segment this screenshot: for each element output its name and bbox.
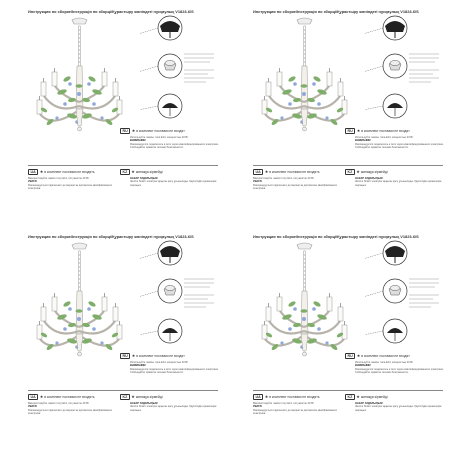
cert-kz-note: жинаққа кірмейді xyxy=(135,170,163,174)
kz-warning-text: Желіге білікті электрик арқылы қосу ұсынылады. Қауіпсіздік ережелерін сақтаңыз. xyxy=(355,180,442,187)
ru-info-block xyxy=(130,136,220,149)
wiring-notes xyxy=(184,279,214,307)
ua-lamp-text: Використовуйте лампи типу E14, потужністю 40 Вт xyxy=(253,402,315,405)
cert-ru-note: в комплект поставки не входят xyxy=(136,129,185,133)
star-icon: ★ xyxy=(131,353,136,358)
kz-warning-text: Желіге білікті электрик арқылы қосу ұсынылады. Қауіпсіздік ережелерін сақтаңыз. xyxy=(130,405,217,412)
cert-row-ua xyxy=(28,394,95,400)
chandelier-illustration xyxy=(247,14,362,164)
star-icon: ★ xyxy=(39,169,44,174)
divider xyxy=(28,390,218,391)
finial-ball xyxy=(78,352,82,356)
kz-badge: KZ xyxy=(345,394,355,400)
detail-bubble-1 xyxy=(365,241,407,265)
ua-info-block xyxy=(253,177,339,190)
star-icon: ★ xyxy=(131,394,135,399)
kz-info-block xyxy=(130,402,220,412)
ua-badge: UA xyxy=(28,169,38,175)
detail-bubble-2 xyxy=(365,279,407,303)
ua-warning-heading: УВАГА! xyxy=(28,405,38,409)
ru-lamp-text: Используйте лампы типа E14, мощностью 40 Вт xyxy=(130,136,189,139)
detail-bubble-3 xyxy=(140,94,182,118)
kz-warning-heading: НАЗАР АУДАРЫҢЫЗ! xyxy=(355,177,383,180)
chandelier-illustration xyxy=(247,239,362,389)
detail-bubble-2 xyxy=(140,279,182,303)
cert-row-ua xyxy=(253,394,320,400)
divider xyxy=(28,165,218,166)
divider xyxy=(253,165,443,166)
star-icon: ★ xyxy=(264,169,269,174)
chain xyxy=(303,26,305,66)
cert-ua-note: в комплект поставки не входять xyxy=(44,170,95,174)
cert-ru-note: в комплект поставки не входят xyxy=(361,129,410,133)
cert-row-ru xyxy=(345,128,410,134)
ru-warning-heading: ВНИМАНИЕ! xyxy=(355,139,371,143)
chain xyxy=(78,251,80,291)
detail-bubble-1 xyxy=(140,16,182,40)
instruction-sheet-4 xyxy=(225,225,450,450)
instruction-sheet-1 xyxy=(0,0,225,225)
cert-kz-note: жинаққа кірмейді xyxy=(360,170,388,174)
cert-row-ru xyxy=(345,353,410,359)
cert-ru-note: в комплект поставки не входят xyxy=(361,354,410,358)
kz-warning-text: Желіге білікті электрик арқылы қосу ұсынылады. Қауіпсіздік ережелерін сақтаңыз. xyxy=(355,405,442,412)
star-icon: ★ xyxy=(356,169,360,174)
kz-badge: KZ xyxy=(120,394,130,400)
ru-lamp-text: Используйте лампы типа E14, мощностью 40 Вт xyxy=(355,361,414,364)
star-icon: ★ xyxy=(131,169,135,174)
ru-warning-heading: ВНИМАНИЕ! xyxy=(130,139,146,143)
kz-info-block xyxy=(355,177,445,187)
finial-ball xyxy=(303,127,307,131)
chain xyxy=(303,251,305,291)
star-icon: ★ xyxy=(356,353,361,358)
chandelier-illustration xyxy=(22,239,137,389)
ceiling-canopy xyxy=(297,243,312,249)
ru-warning-heading: ВНИМАНИЕ! xyxy=(130,364,146,368)
detail-bubble-3 xyxy=(365,94,407,118)
ru-info-block xyxy=(130,361,220,374)
kz-badge: KZ xyxy=(120,169,130,175)
kz-badge: KZ xyxy=(345,169,355,175)
ua-lamp-text: Використовуйте лампи типу E14, потужністю 40 Вт xyxy=(28,402,90,405)
chain xyxy=(78,26,80,66)
kz-warning-heading: НАЗАР АУДАРЫҢЫЗ! xyxy=(130,402,158,405)
cert-kz-note: жинаққа кірмейді xyxy=(360,395,388,399)
ru-badge: RU xyxy=(345,353,355,359)
kz-warning-text: Желіге білікті электрик арқылы қосу ұсынылады. Қауіпсіздік ережелерін сақтаңыз. xyxy=(130,180,217,187)
ru-info-block xyxy=(355,361,445,374)
kz-warning-heading: НАЗАР АУДАРЫҢЫЗ! xyxy=(355,402,383,405)
cert-ua-note: в комплект поставки не входять xyxy=(269,170,320,174)
cert-ru-note: в комплект поставки не входят xyxy=(136,354,185,358)
ua-warning-text: Рекомендується підключати до мережі за допомогою кваліфікованого електрика. xyxy=(28,408,113,415)
model-number: V1823-6/S xyxy=(400,234,419,239)
ceiling-canopy xyxy=(72,243,87,249)
instruction-sheet-3 xyxy=(0,225,225,450)
cert-row-kz xyxy=(120,169,163,175)
ru-lamp-text: Используйте лампы типа E14, мощностью 40 Вт xyxy=(130,361,189,364)
cert-row-ua xyxy=(253,169,320,175)
ua-warning-heading: УВАГА! xyxy=(253,405,263,409)
ua-lamp-text: Використовуйте лампи типу E14, потужністю 40 Вт xyxy=(28,177,90,180)
star-icon: ★ xyxy=(356,394,360,399)
cert-row-ru xyxy=(120,353,185,359)
sheet-title-text: Инструкция по сборке/Інструкція по зборці/Құрастыру жөніндегі нұсқаулық xyxy=(28,9,175,14)
detail-bubble-2 xyxy=(365,54,407,78)
model-number: V1823-6/S xyxy=(175,234,194,239)
model-number: V1823-6/S xyxy=(175,9,194,14)
ru-badge: RU xyxy=(345,128,355,134)
wiring-notes xyxy=(184,54,214,82)
star-icon: ★ xyxy=(356,128,361,133)
instruction-sheet-2 xyxy=(225,0,450,225)
ua-info-block xyxy=(253,402,339,415)
cert-row-kz xyxy=(345,169,388,175)
ru-warning-text: Рекомендуется подключать к сети через квалифицированного электрика. Соблюдайте правила техники безопасности. xyxy=(130,142,219,149)
sheet-title-text: Инструкция по сборке/Інструкція по зборці/Құрастыру жөніндегі нұсқаулық xyxy=(28,234,175,239)
divider xyxy=(253,390,443,391)
cert-row-ru xyxy=(120,128,185,134)
ua-badge: UA xyxy=(253,169,263,175)
detail-bubble-2 xyxy=(140,54,182,78)
detail-bubble-3 xyxy=(140,319,182,343)
ru-warning-text: Рекомендуется подключать к сети через квалифицированного электрика. Соблюдайте правила техники безопасности. xyxy=(130,367,219,374)
chandelier-illustration xyxy=(22,14,137,164)
star-icon: ★ xyxy=(264,394,269,399)
finial-ball xyxy=(303,352,307,356)
ua-info-block xyxy=(28,402,114,415)
ru-warning-heading: ВНИМАНИЕ! xyxy=(355,364,371,368)
cert-kz-note: жинаққа кірмейді xyxy=(135,395,163,399)
star-icon: ★ xyxy=(131,128,136,133)
cert-ua-note: в комплект поставки не входять xyxy=(44,395,95,399)
ru-lamp-text: Используйте лампы типа E14, мощностью 40 Вт xyxy=(355,136,414,139)
ru-warning-text: Рекомендуется подключать к сети через квалифицированного электрика. Соблюдайте правила техники безопасности. xyxy=(355,142,444,149)
detail-bubble-1 xyxy=(140,241,182,265)
cert-row-kz xyxy=(120,394,163,400)
ua-warning-text: Рекомендується підключати до мережі за допомогою кваліфікованого електрика. xyxy=(253,408,338,415)
star-icon: ★ xyxy=(39,394,44,399)
finial-ball xyxy=(78,127,82,131)
kz-info-block xyxy=(355,402,445,412)
cert-row-kz xyxy=(345,394,388,400)
ru-badge: RU xyxy=(120,128,130,134)
ua-info-block xyxy=(28,177,114,190)
kz-warning-heading: НАЗАР АУДАРЫҢЫЗ! xyxy=(130,177,158,180)
ua-lamp-text: Використовуйте лампи типу E14, потужністю 40 Вт xyxy=(253,177,315,180)
wiring-notes xyxy=(409,54,439,82)
ru-warning-text: Рекомендуется подключать к сети через квалифицированного электрика. Соблюдайте правила техники безопасности. xyxy=(355,367,444,374)
ua-warning-text: Рекомендується підключати до мережі за допомогою кваліфікованого електрика. xyxy=(253,183,338,190)
detail-bubble-3 xyxy=(365,319,407,343)
wiring-notes xyxy=(409,279,439,307)
ru-badge: RU xyxy=(120,353,130,359)
cert-ua-note: в комплект поставки не входять xyxy=(269,395,320,399)
sheet-title-text: Инструкция по сборке/Інструкція по зборці/Құрастыру жөніндегі нұсқаулық xyxy=(253,9,400,14)
model-number: V1823-6/S xyxy=(400,9,419,14)
ua-warning-text: Рекомендується підключати до мережі за допомогою кваліфікованого електрика. xyxy=(28,183,113,190)
cert-row-ua xyxy=(28,169,95,175)
ceiling-canopy xyxy=(72,18,87,24)
ua-warning-heading: УВАГА! xyxy=(253,180,263,184)
ua-badge: UA xyxy=(253,394,263,400)
kz-info-block xyxy=(130,177,220,187)
detail-bubble-1 xyxy=(365,16,407,40)
ua-badge: UA xyxy=(28,394,38,400)
ceiling-canopy xyxy=(297,18,312,24)
ua-warning-heading: УВАГА! xyxy=(28,180,38,184)
ru-info-block xyxy=(355,136,445,149)
sheet-title-text: Инструкция по сборке/Інструкція по зборці/Құрастыру жөніндегі нұсқаулық xyxy=(253,234,400,239)
